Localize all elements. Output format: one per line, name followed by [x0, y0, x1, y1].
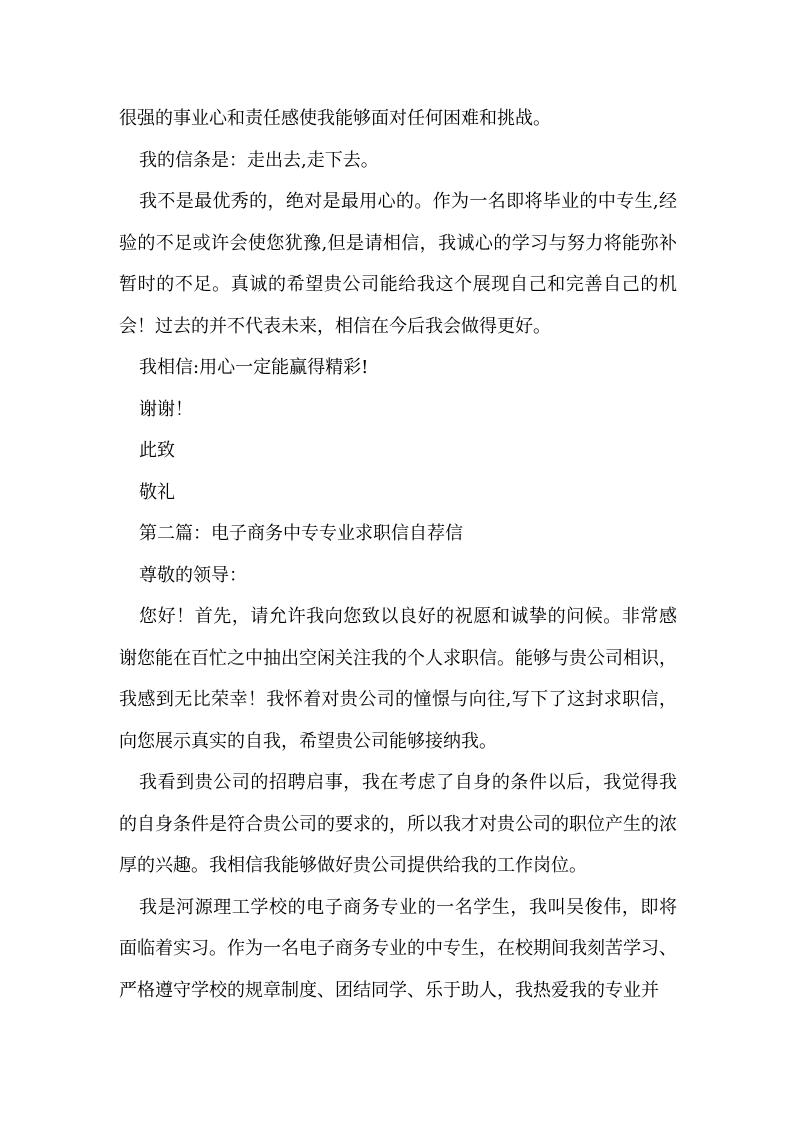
section-heading: 第二篇：电子商务中专专业求职信自荐信: [139, 523, 463, 544]
closing-cizhi: 此致: [139, 440, 175, 461]
closing-jingli: 敬礼: [139, 481, 175, 503]
paragraph-introduction: 我是河源理工学校的电子商务专业的一名学生，我叫吴俊伟，即将面临着实习。作为一名电子商务专业的中专生，在校期间我刻苦学习、严格遵守学校的规章制度、团结同学、乐于助人，我热爱我的专业并: [119, 896, 677, 1001]
document-body: [119, 98, 677, 1011]
salutation: 尊敬的领导：: [139, 564, 247, 586]
paragraph-thanks: 谢谢！: [139, 398, 193, 420]
paragraph-continuation: 很强的事业心和责任感使我能够面对任何困难和挑战。: [119, 108, 551, 129]
paragraph-commitment: 我不是最优秀的，绝对是最用心的。作为一名即将毕业的中专生,经验的不足或许会使您犹豫,但是请相信，我诚心的学习与努力将能弥补暂时的不足。真诚的希望贵公司能给我这个展现自己和完善自己的机会！过去的并不代表未来，相信在今后我会做得更好。: [119, 191, 677, 337]
paragraph-belief: 我相信:用心一定能赢得精彩!: [139, 357, 369, 378]
paragraph-motto: 我的信条是：走出去,走下去。: [139, 149, 379, 171]
paragraph-greeting: 您好！首先，请允许我向您致以良好的祝愿和诚挚的问候。非常感谢您能在百忙之中抽出空闲关注我的个人求职信。能够与贵公司相识，我感到无比荣幸！我怀着对贵公司的憧憬与向往,写下了这封求职信，向您展示真实的自我，希望贵公司能够接纳我。: [119, 606, 677, 752]
paragraph-interest: 我看到贵公司的招聘启事，我在考虑了自身的条件以后，我觉得我的自身条件是符合贵公司的要求的，所以我才对贵公司的职位产生的浓厚的兴趣。我相信我能够做好贵公司提供给我的工作岗位。: [119, 772, 677, 876]
